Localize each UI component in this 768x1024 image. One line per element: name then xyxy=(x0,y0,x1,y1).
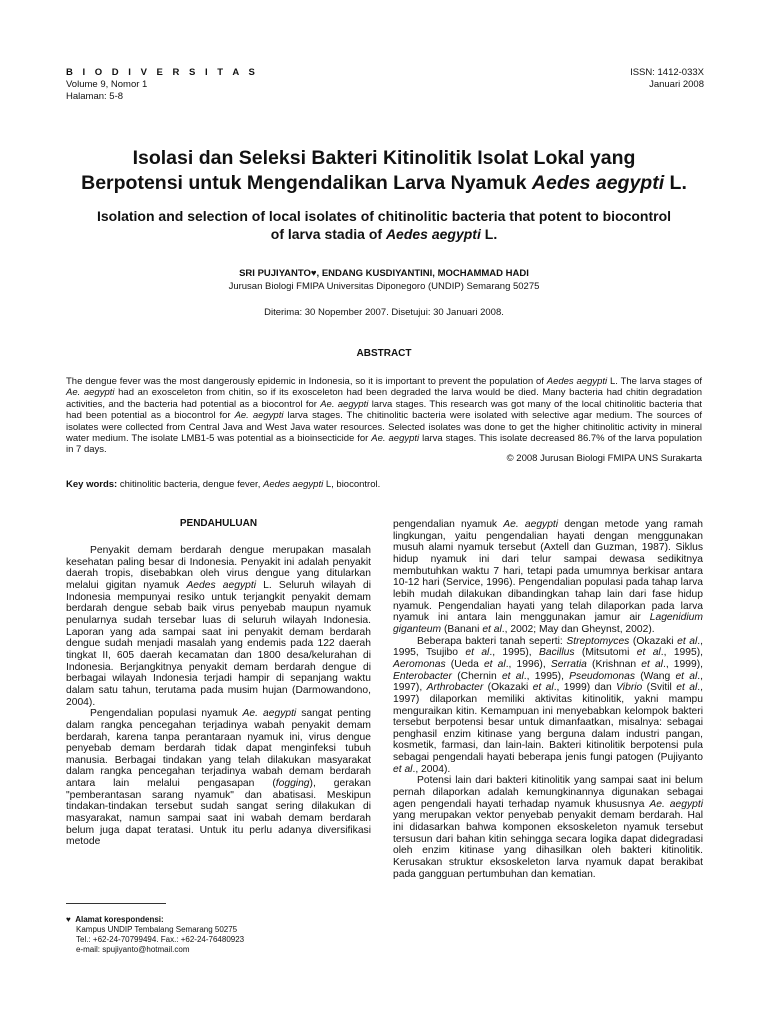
keywords-label: Key words: xyxy=(66,479,118,490)
subtitle-text: of larva stadia of xyxy=(270,226,386,242)
footnote-divider xyxy=(66,903,166,904)
keywords-species: Aedes aegypti xyxy=(262,479,324,490)
received-dates: Diterima: 30 Nopember 2007. Disetujui: 30 Januari 2008. xyxy=(264,307,504,318)
paragraph: Pengendalian populasi nyamuk Ae. aegypti sangat penting dalam rangka pencegahan terjadinya wabah penyakit demam berdarah, karena tanpa perantaraan nyamuk ini, virus dengue penyebab demam berdarah tidak dapat menginfeksi tubuh manusia. Berbagai tindakan yang telah dilakukan masyarakat dalam rangka pencegahan terjadinya wabah demam berdarah antara lain melalui pengasapan (fogging), gerakan "pemberantasan sarang nyamuk" dan abatisasi. Meskipun tindakan-tindakan tersebut sudah sangat sering dilakukan di masyarakat, namun sampai saat ini wabah demam berdarah belum juga dapat teratasi. Untuk itu perlu adanya diversifikasi metode xyxy=(66,708,371,848)
volume-info: Volume 9, Nomor 1 xyxy=(66,79,148,90)
title-line-2 xyxy=(40,171,728,196)
title-line-1: Isolasi dan Seleksi Bakteri Kitinolitik Isolat Lokal yang xyxy=(132,147,636,169)
paragraph: Potensi lain dari bakteri kitinolitik yang sampai saat ini belum pernah dilaporkan adalah kemungkinannya digunakan sebagai agen pengendali hayati terhadap nyamuk khususnya Ae. aegypti yang merupakan vektor penyebab penyakit demam berdarah. Hal ini didasarkan bahwa komponen eksoskeleton nyamuk tersebut tersusun dari bahan kitin sehingga secara logika dapat didegradasi oleh enzim kitinase yang dihasilkan oleh bakteri kitinolitik. Kerusakan struktur eksoskeleton larva nyamuk dapat berakibat pada gangguan pertumbuhan dan kematian. xyxy=(393,775,703,880)
abstract-body: The dengue fever was the most dangerously epidemic in Indonesia, so it is important to prevent the population of Aedes aegypti L. The larva stages of Ae. aegypti had an exosceleton from chitin, so if its exosceleton had been degraded the larva would be died. Many bacteria had chitin degradation activities, and the bacteria had potential as a biocontrol for Ae. aegypti larva stages. This research was got many of the local chitinolitic bacteria that had been potential as a biocontrol for Ae. aegypti larva stages. The chitinolitic bacteria were isolated with selective agar medium. The sources of isolates were collected from Central Java and West Java water resources. Selected isolates was done to get the higher chitinolitic activity in mineral water medium. The isolate LMB1-5 was potential as a bioinsecticide for Ae. aegypti larva stages. This isolate decreased 86.7% of the larva population in 7 days. xyxy=(66,376,702,456)
subtitle-suffix: L. xyxy=(480,226,498,242)
affiliation: Jurusan Biologi FMIPA Universitas Diponegoro (UNDIP) Semarang 50275 xyxy=(228,281,540,292)
subtitle-line-1: Isolation and selection of local isolates of chitinolitic bacteria that potent to biocontrol xyxy=(96,208,672,224)
title-text: Berpotensi untuk Mengendalikan Larva Nyamuk xyxy=(81,172,532,194)
footnote-address: Kampus UNDIP Tembalang Semarang 50275 xyxy=(76,925,238,934)
footnote-title: Alamat korespondensi: xyxy=(75,915,164,924)
column-right xyxy=(393,519,703,880)
abstract-heading: ABSTRACT xyxy=(356,348,412,359)
column-left xyxy=(66,545,371,848)
pages-info: Halaman: 5-8 xyxy=(66,91,124,102)
section-heading: PENDAHULUAN xyxy=(179,518,258,529)
footnote-heading xyxy=(66,915,244,925)
copyright: © 2008 Jurusan Biologi FMIPA UNS Surakarta xyxy=(506,453,702,464)
paper-title xyxy=(40,146,728,196)
journal-name: B I O D I V E R S I T A S xyxy=(66,67,259,78)
footnote xyxy=(66,915,244,955)
paper-subtitle xyxy=(50,207,718,243)
journal-meta xyxy=(630,67,704,91)
keywords xyxy=(66,479,380,491)
keywords-text: chitinolitic bacteria, dengue fever, xyxy=(117,479,263,490)
subtitle-line-2 xyxy=(50,225,718,243)
heart-icon: ♥ xyxy=(66,915,71,924)
issn: ISSN: 1412-033X xyxy=(630,67,704,78)
authors: SRI PUJIYANTO♥, ENDANG KUSDIYANTINI, MOCHAMMAD HADI xyxy=(239,268,529,279)
journal-header xyxy=(66,67,258,103)
footnote-email: e-mail: spujiyanto@hotmail.com xyxy=(76,945,190,954)
title-suffix: L. xyxy=(664,172,687,194)
footnote-phone: Tel.: +62-24-70799494. Fax.: +62-24-76480923 xyxy=(76,935,245,944)
paragraph: pengendalian nyamuk Ae. aegypti dengan metode yang ramah lingkungan, yaitu pengendalian hayati dengan menggunakan musuh alami nyamuk tersebut (Axtell dan Guzman, 1987). Siklus hidup nyamuk ini dari telur sampai dewasa sedikitnya membutuhkan waktu 7 hari, tetapi pada umumnya berkisar antara 10-12 hari (Service, 1996). Pengendalian populasi pada tahap larva lebih mudah dilakukan dibandingkan tahap lain dari fase hidup nyamuk. Pengendalian hayati yang telah dilaporkan pada larva nyamuk ini antara lain menggunakan jamur air Lagenidium giganteum (Banani et al., 2002; May dan Gheynst, 2002). xyxy=(393,519,703,635)
issue-date: Januari 2008 xyxy=(649,79,704,90)
title-species: Aedes aegypti xyxy=(531,172,665,194)
subtitle-species: Aedes aegypti xyxy=(385,226,481,242)
keywords-text-end: L, biocontrol. xyxy=(323,479,381,490)
paragraph: Beberapa bakteri tanah seperti: Streptomyces (Okazaki et al., 1995, Tsujibo et al., 1995), Bacillus (Mitsutomi et al., 1995), Aeromonas (Ueda et al., 1996), Serratia (Krishnan et al., 1999), Enterobacter (Chernin et al., 1995), Pseudomonas (Wang et al., 1997), Arthrobacter (Okazaki et al., 1999) dan Vibrio (Svitil et al., 1997) dilaporkan memiliki aktivitas kitinolitik, yakni mampu menguraikan kitin. Kemampuan ini menyebabkan kelompok bakteri tersebut berpotensi besar untuk dimanfaatkan, misalnya: sebagai penghasil enzim kitinase yang berguna dalam industri pangan, kosmetik, farmasi, dan lain-lain. Bakteri kitinolitik berpotensi pula sebagai pengendali hayati beberapa jenis fungi patogen (Pujiyanto et al., 2004). xyxy=(393,635,704,775)
paragraph: Penyakit demam berdarah dengue merupakan masalah kesehatan paling besar di Indonesia. Penyakit ini adalah penyakit daerah tropis, disebabkan oleh virus dengue yang ditularkan melalui gigitan nyamuk Aedes aegypti L. Seluruh wilayah di Indonesia mempunyai resiko untuk terjangkit penyakit demam berdarah dengue sebab baik virus penyebab maupun nyamuk penularnya sudah tersebar luas di seluruh wilayah Indonesia. Laporan yang ada sampai saat ini penyakit demam berdarah dengue sudah menjadi masalah yang endemis pada 122 daerah tingkat II, 605 daerah kecamatan dan 1800 desa/kelurahan di Indonesia. Berjangkitnya penyakit demam berdarah dengue di berbagai wilayah Indonesia terjadi hampir di sepanjang waktu dalam satu tahun, terutama pada musim hujan (Darmowandono, 2004). xyxy=(66,545,371,708)
